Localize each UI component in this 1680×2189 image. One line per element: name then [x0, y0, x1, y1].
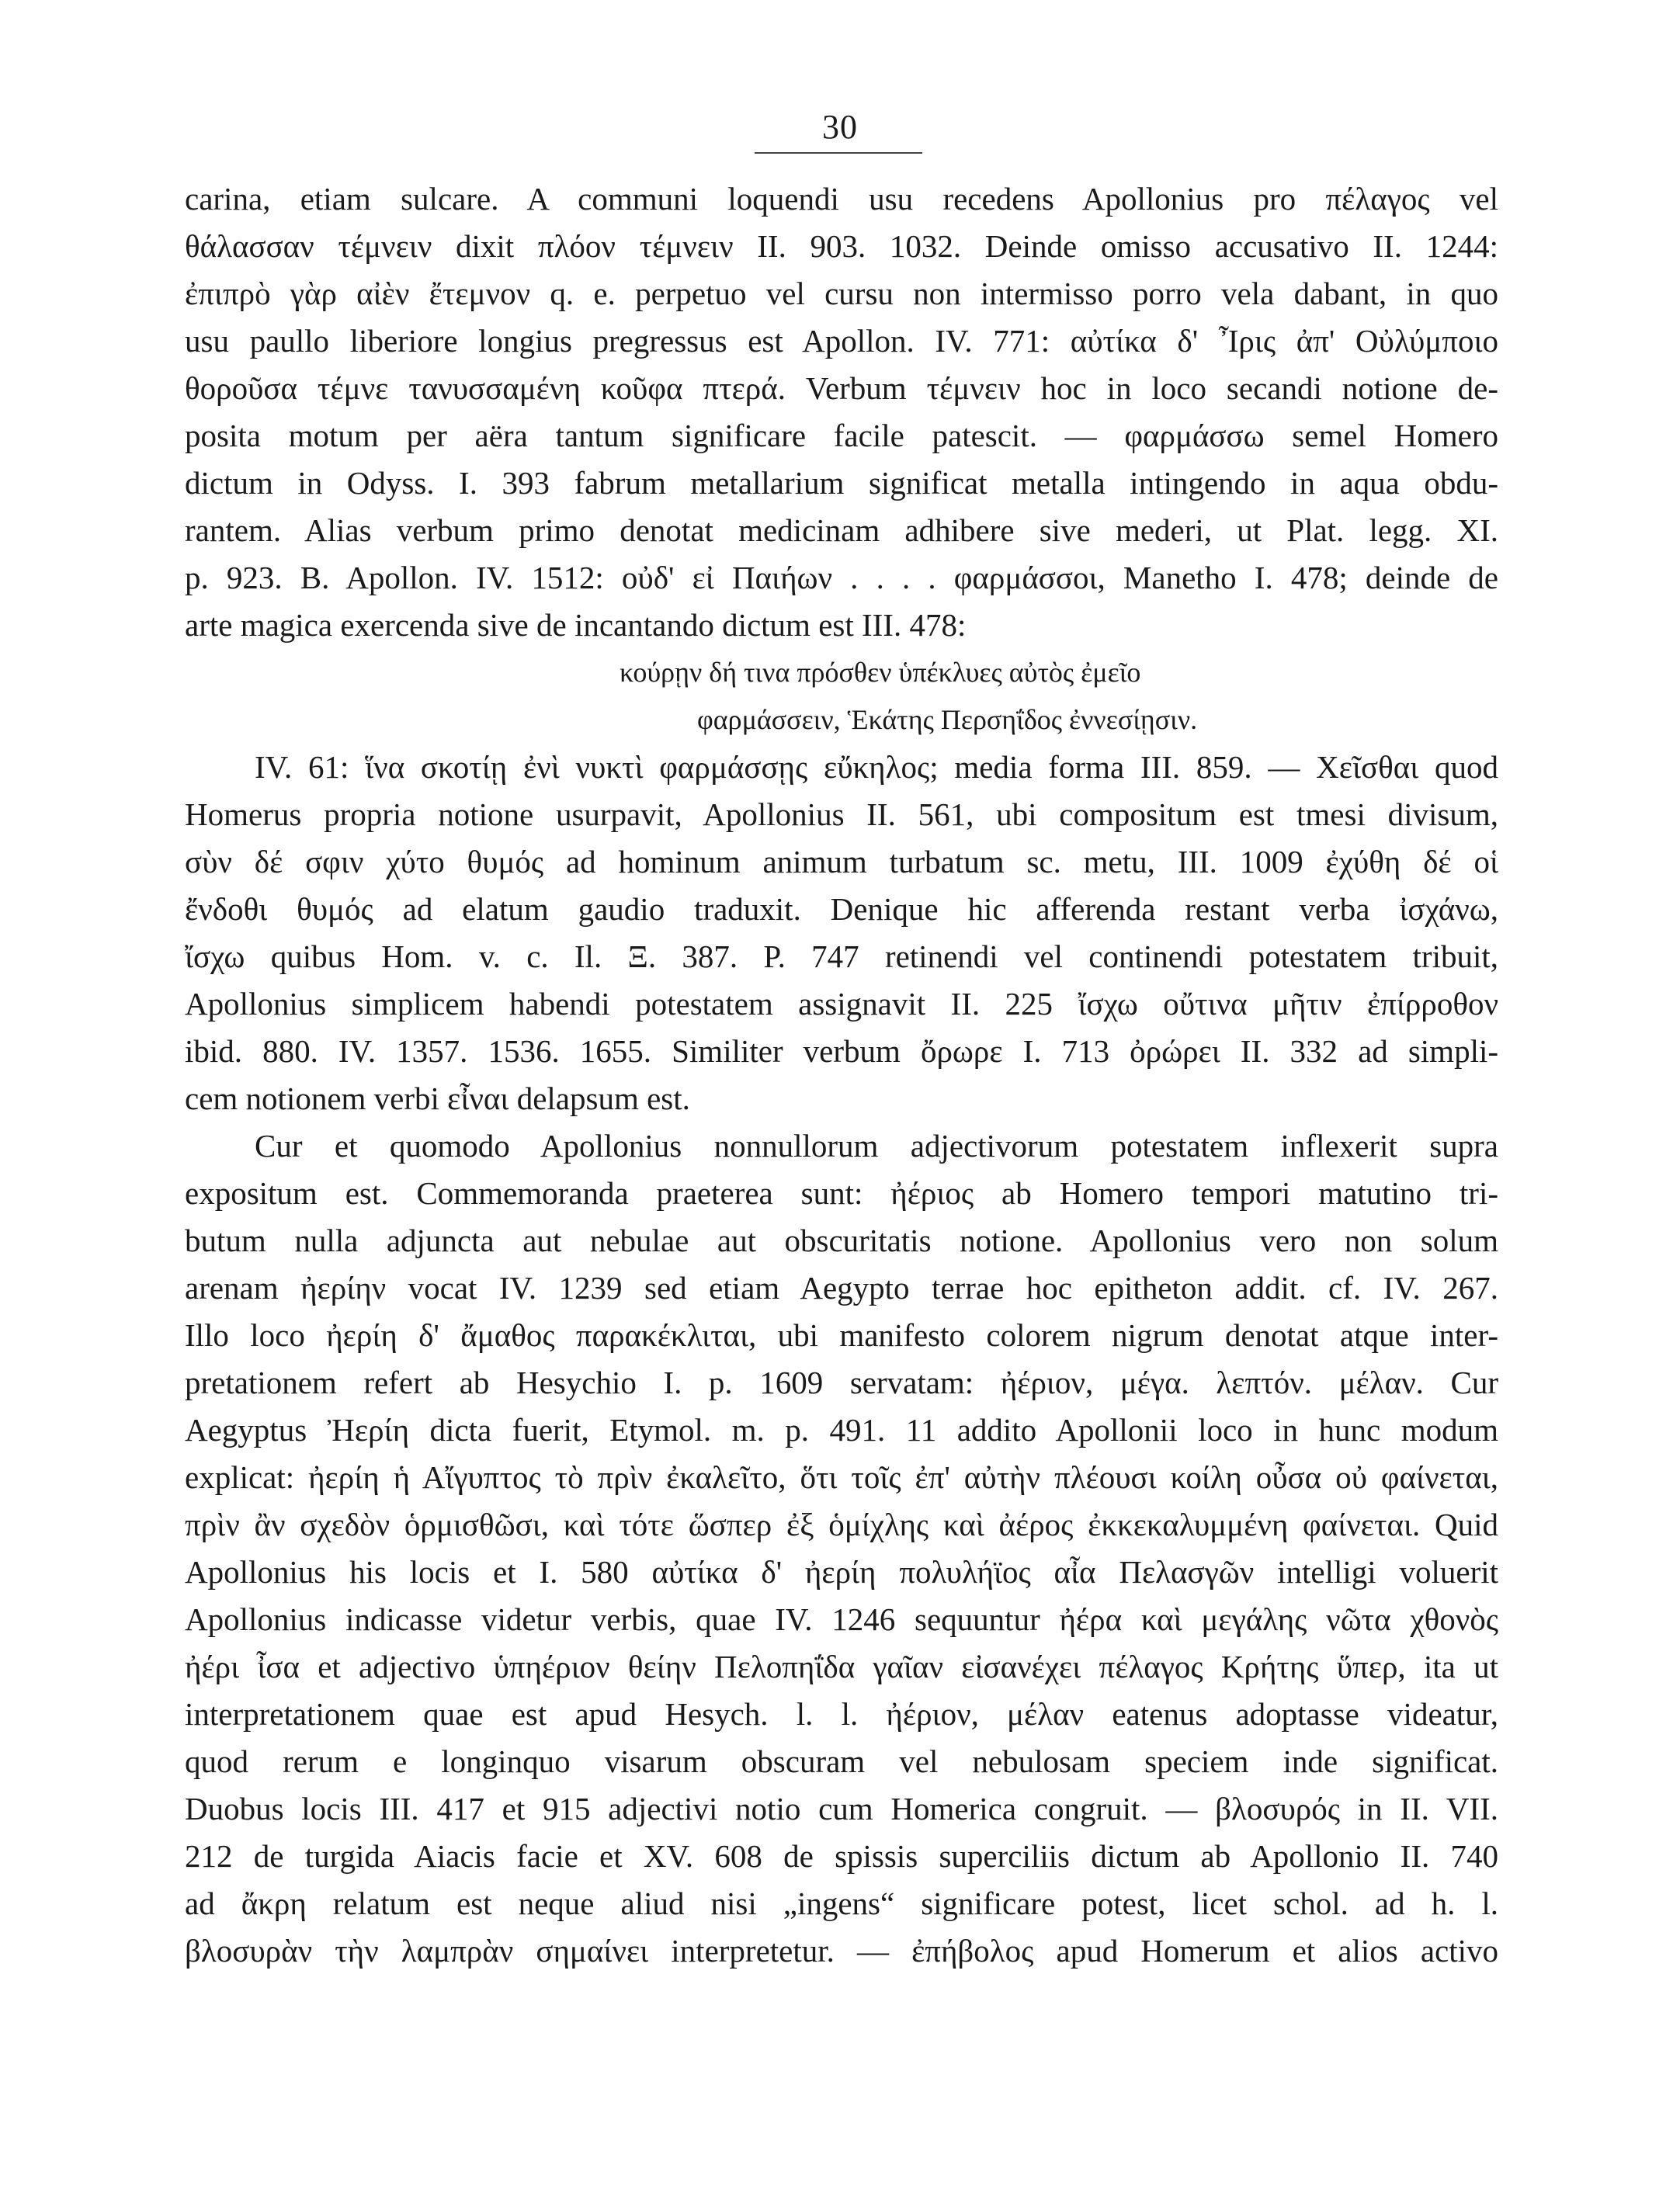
text-line: quod rerum e longinquo visarum obscuram vel nebulosam speciem inde significat.: [185, 1743, 1498, 1779]
text-line: IV. 61: ἵνα σκοτίῃ ἐνὶ νυκτὶ φαρμάσσῃς εὔκηλος; media forma III. 859. — Χεῖσθαι quod: [255, 749, 1498, 785]
text-line: cem notionem verbi εἶναι delapsum est.: [185, 1081, 690, 1116]
text-block: [185, 175, 1498, 1975]
text-line: dictum in Odyss. I. 393 fabrum metallarium significat metalla intingendo in aqua obdu-: [185, 465, 1498, 501]
page-number-rule: [755, 152, 922, 154]
text-line: interpretationem quae est apud Hesych. l. l. ἠέριον, μέλαν eatenus adoptasse videatur,: [185, 1696, 1498, 1732]
text-line: ἐπιπρὸ γὰρ αἰὲν ἔτεμνον q. e. perpetuo vel cursu non intermisso porro vela dabant, in quo: [185, 276, 1498, 311]
text-line: butum nulla adjuncta aut nebulae aut obscuritatis notione. Apollonius vero non solum: [185, 1223, 1498, 1258]
text-line: Duobus locis III. 417 et 915 adjectivi notio cum Homerica congruit. — βλοσυρός in II. VII.: [185, 1791, 1498, 1826]
text-line: usu paullo liberiore longius pregressus est Apollon. IV. 771: αὐτίκα δ' Ἶρις ἀπ' Οὐλύμποιο: [185, 323, 1498, 359]
text-line: p. 923. B. Apollon. IV. 1512: οὐδ' εἰ Παιήων . . . . φαρμάσσοι, Manetho I. 478; deinde de: [185, 560, 1498, 595]
text-line: rantem. Alias verbum primo denotat medicinam adhibere sive mederi, ut Plat. legg. XI.: [185, 512, 1498, 548]
text-line: θοροῦσα τέμνε τανυσσαμένη κοῦφα πτερά. Verbum τέμνειν hoc in loco secandi notione de-: [185, 370, 1498, 406]
text-line: Apollonius simplicem habendi potestatem assignavit II. 225 ἴσχω οὔτινα μῆτιν ἐπίρροθον: [185, 986, 1498, 1022]
text-line: Apollonius his locis et I. 580 αὐτίκα δ' ἠερίη πολυλήϊος αἶα Πελασγῶν intelligi voluerit: [185, 1554, 1498, 1590]
text-line: pretationem refert ab Hesychio I. p. 1609 servatam: ἠέριον, μέγα. λεπτόν. μέλαν. Cur: [185, 1365, 1498, 1400]
verse-line: κούρῃν δή τινα πρόσθεν ὑπέκλυες αὐτὸς ἐμεῖο: [620, 657, 1141, 688]
text-line: πρὶν ἂν σχεδὸν ὁρμισθῶσι, καὶ τότε ὥσπερ ἐξ ὁμίχλης καὶ ἀέρος ἐκκεκαλυμμένη φαίνεται. Quid: [185, 1507, 1498, 1542]
text-line: θάλασσαν τέμνειν dixit πλόον τέμνειν II. 903. 1032. Deinde omisso accusativo II. 1244:: [185, 228, 1498, 264]
text-line: Aegyptus Ἠερίη dicta fuerit, Etymol. m. p. 491. 11 addito Apollonii loco in hunc modum: [185, 1412, 1498, 1448]
text-line: ἠέρι ἶσα et adjectivo ὑπηέριον θείην Πελοπηΐδα γαῖαν εἰσανέχει πέλαγος Κρήτης ὕπερ, ita ut: [185, 1649, 1498, 1684]
text-line: ἴσχω quibus Hom. v. c. Il. Ξ. 387. P. 747 retinendi vel continendi potestatem tribuit,: [185, 938, 1498, 974]
text-line: Homerus propria notione usurpavit, Apollonius II. 561, ubi compositum est tmesi divisum,: [185, 796, 1498, 832]
text-line: expositum est. Commemoranda praeterea sunt: ἠέριος ab Homero tempori matutino tri-: [185, 1175, 1498, 1211]
text-line: βλοσυρὰν τὴν λαμπρὰν σημαίνει interpretetur. — ἐπήβολος apud Homerum et alios activo: [185, 1933, 1498, 1969]
text-line: posita motum per aëra tantum significare facile patescit. — φαρμάσσω semel Homero: [185, 418, 1498, 453]
text-line: ἔνδοθι θυμός ad elatum gaudio traduxit. Denique hic afferenda restant verba ἰσχάνω,: [185, 891, 1498, 927]
text-line: ibid. 880. IV. 1357. 1536. 1655. Similiter verbum ὄρωρε I. 713 ὀρώρει II. 332 ad simpli-: [185, 1033, 1498, 1069]
text-line: explicat: ἠερίη ἡ Αἴγυπτος τὸ πρὶν ἐκαλεῖτο, ὅτι τοῖς ἐπ' αὐτὴν πλέουσι κοίλη οὖσα οὐ φαίνεται,: [185, 1459, 1498, 1495]
text-line: Illo loco ἠερίη δ' ἄμαθος παρακέκλιται, ubi manifesto colorem nigrum denotat atque inter-: [185, 1317, 1498, 1353]
paragraph-start: Cur et quomodo Apollonius nonnullorum adjectivorum potestatem inflexerit supra: [255, 1128, 1498, 1164]
page-number: 30: [822, 108, 858, 146]
text-line: arte magica exercenda sive de incantando dictum est III. 478:: [185, 607, 967, 643]
text-line: arenam ἠερίην vocat IV. 1239 sed etiam Aegypto terrae hoc epitheton addit. cf. IV. 267.: [185, 1270, 1498, 1306]
verse-line: φαρμάσσειν, Ἑκάτης Περσηΐδος ἐννεσίῃσιν.: [697, 704, 1198, 735]
text-line: ad ἄκρη relatum est neque aliud nisi „ingens“ significare potest, licet schol. ad h. l.: [185, 1885, 1498, 1921]
text-line: σὺν δέ σφιν χύτο θυμός ad hominum animum turbatum sc. metu, III. 1009 ἐχύθη δέ οἱ: [185, 844, 1498, 879]
text-line: carina, etiam sulcare. A communi loquendi usu recedens Apollonius pro πέλαγος vel: [185, 181, 1498, 217]
text-line: Apollonius indicasse videtur verbis, quae IV. 1246 sequuntur ἠέρα καὶ μεγάλης νῶτα χθονὸς: [185, 1601, 1498, 1637]
text-line: 212 de turgida Aiacis facie et XV. 608 de spissis superciliis dictum ab Apollonio II. 740: [185, 1838, 1498, 1874]
